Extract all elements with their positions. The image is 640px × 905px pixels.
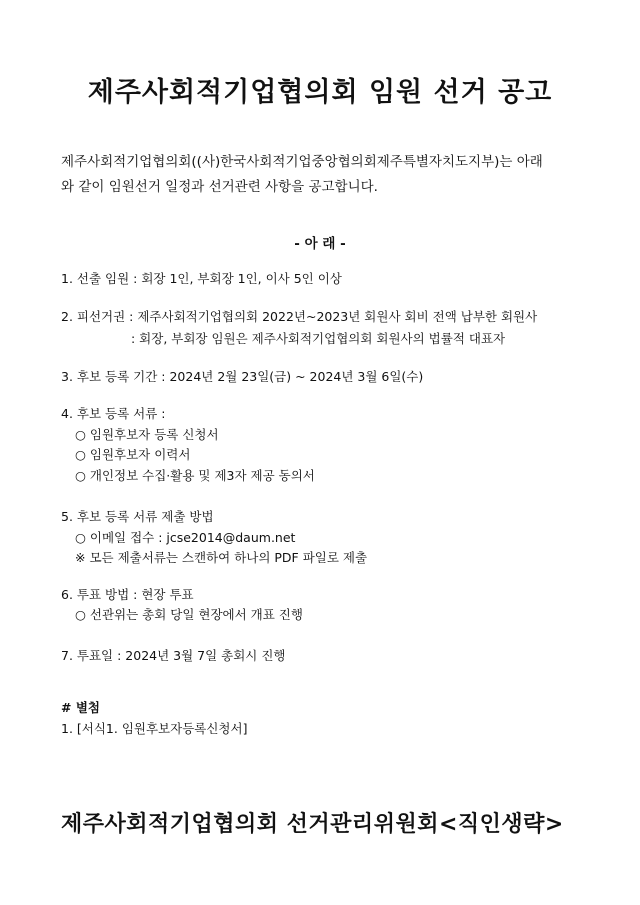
item-1-elected-officers: 1. 선출 임원 : 회장 1인, 부회장 1인, 이사 5인 이상 bbox=[61, 271, 342, 286]
item-4-document-privacy-consent: ○ 개인정보 수집·활용 및 제3자 제공 동의서 bbox=[75, 468, 315, 483]
intro-line-1: 제주사회적기업협의회((사)한국사회적기업중앙협의회제주특별자치도지부)는 아래 bbox=[61, 154, 543, 170]
item-5-submission-method: 5. 후보 등록 서류 제출 방법 bbox=[61, 509, 214, 524]
item-4-document-application: ○ 임원후보자 등록 신청서 bbox=[75, 427, 219, 442]
item-3-registration-period: 3. 후보 등록 기간 : 2024년 2월 23일(금) ~ 2024년 3월 6일(수) bbox=[61, 369, 424, 384]
item-6-counting-note: ○ 선관위는 총회 당일 현장에서 개표 진행 bbox=[75, 607, 303, 622]
intro-paragraph bbox=[61, 150, 581, 200]
item-6-voting-method: 6. 투표 방법 : 현장 투표 bbox=[61, 587, 194, 602]
page-title: 제주사회적기업협의회 임원 선거 공고 bbox=[87, 77, 553, 108]
item-4-document-resume: ○ 임원후보자 이력서 bbox=[75, 447, 191, 462]
item-5-email-submission: ○ 이메일 접수 : jcse2014@daum.net bbox=[75, 530, 296, 545]
attachment-heading: # 별첨 bbox=[61, 700, 100, 715]
notice-heading: - 아 래 - bbox=[294, 236, 346, 252]
item-2-eligibility: 2. 피선거권 : 제주사회적기업협의회 2022년~2023년 회원사 회비 전액 납부한 회원사 bbox=[61, 309, 538, 324]
item-7-voting-date: 7. 투표일 : 2024년 3월 7일 총회시 진행 bbox=[61, 648, 286, 663]
item-2-eligibility-note: : 회장, 부회장 임원은 제주사회적기업협의회 회원사의 법률적 대표자 bbox=[131, 331, 506, 346]
item-5-pdf-note: ※ 모든 제출서류는 스캔하여 하나의 PDF 파일로 제출 bbox=[75, 550, 368, 565]
issuer-signature: 제주사회적기업협의회 선거관리위원회<직인생략> bbox=[61, 812, 564, 837]
intro-line-2: 와 같이 임원선거 일정과 선거관련 사항을 공고합니다. bbox=[61, 179, 378, 195]
item-4-registration-documents: 4. 후보 등록 서류 : bbox=[61, 406, 166, 421]
attachment-item-1: 1. [서식1. 임원후보자등록신청서] bbox=[61, 721, 248, 736]
